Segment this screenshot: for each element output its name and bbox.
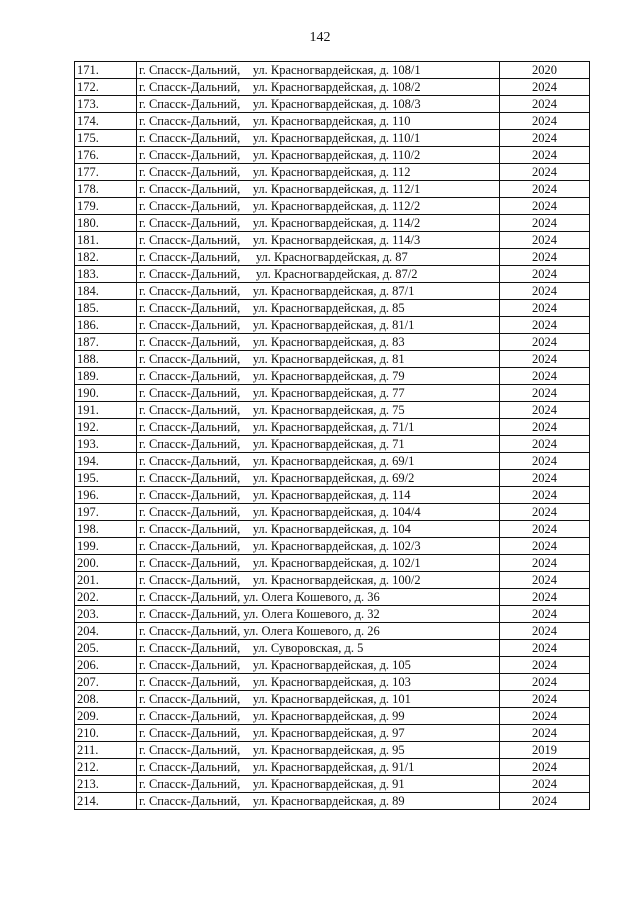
- address-cell: г. Спасск-Дальний, ул. Красногвардейская, д. 69/2: [137, 470, 500, 487]
- address-cell: г. Спасск-Дальний, ул. Красногвардейская, д. 102/3: [137, 538, 500, 555]
- year-cell: 2024: [500, 759, 590, 776]
- row-number-cell: 205.: [75, 640, 137, 657]
- table-row: [75, 606, 590, 623]
- row-number-cell: 198.: [75, 521, 137, 538]
- address-cell: г. Спасск-Дальний, ул. Красногвардейская, д. 110/1: [137, 130, 500, 147]
- year-cell: 2020: [500, 62, 590, 79]
- table-row: [75, 793, 590, 810]
- year-cell: 2024: [500, 351, 590, 368]
- address-cell: г. Спасск-Дальний, ул. Красногвардейская, д. 91/1: [137, 759, 500, 776]
- address-cell: г. Спасск-Дальний, ул. Красногвардейская, д. 87/1: [137, 283, 500, 300]
- address-cell: г. Спасск-Дальний, ул. Красногвардейская, д. 69/1: [137, 453, 500, 470]
- year-cell: 2024: [500, 470, 590, 487]
- year-cell: 2024: [500, 266, 590, 283]
- address-cell: г. Спасск-Дальний, ул. Красногвардейская, д. 114/2: [137, 215, 500, 232]
- year-cell: 2024: [500, 215, 590, 232]
- address-cell: г. Спасск-Дальний, ул. Суворовская, д. 5: [137, 640, 500, 657]
- year-cell: 2024: [500, 640, 590, 657]
- row-number-cell: 171.: [75, 62, 137, 79]
- table-row: [75, 164, 590, 181]
- row-number-cell: 172.: [75, 79, 137, 96]
- table-row: [75, 487, 590, 504]
- row-number-cell: 193.: [75, 436, 137, 453]
- address-table-body: [75, 62, 590, 810]
- year-cell: 2024: [500, 249, 590, 266]
- row-number-cell: 214.: [75, 793, 137, 810]
- row-number-cell: 179.: [75, 198, 137, 215]
- row-number-cell: 211.: [75, 742, 137, 759]
- year-cell: 2024: [500, 674, 590, 691]
- address-cell: г. Спасск-Дальний, ул. Красногвардейская, д. 95: [137, 742, 500, 759]
- row-number-cell: 207.: [75, 674, 137, 691]
- address-table: [74, 61, 590, 810]
- address-cell: г. Спасск-Дальний, ул. Красногвардейская, д. 104/4: [137, 504, 500, 521]
- row-number-cell: 191.: [75, 402, 137, 419]
- address-cell: г. Спасск-Дальний, ул. Красногвардейская, д. 100/2: [137, 572, 500, 589]
- year-cell: 2024: [500, 487, 590, 504]
- table-row: [75, 385, 590, 402]
- year-cell: 2024: [500, 572, 590, 589]
- row-number-cell: 192.: [75, 419, 137, 436]
- year-cell: 2024: [500, 79, 590, 96]
- row-number-cell: 173.: [75, 96, 137, 113]
- year-cell: 2024: [500, 96, 590, 113]
- row-number-cell: 186.: [75, 317, 137, 334]
- row-number-cell: 197.: [75, 504, 137, 521]
- address-cell: г. Спасск-Дальний, ул. Красногвардейская, д. 112/1: [137, 181, 500, 198]
- table-row: [75, 62, 590, 79]
- table-row: [75, 266, 590, 283]
- year-cell: 2024: [500, 198, 590, 215]
- table-row: [75, 776, 590, 793]
- address-cell: г. Спасск-Дальний, ул. Красногвардейская, д. 108/3: [137, 96, 500, 113]
- year-cell: 2024: [500, 606, 590, 623]
- address-cell: г. Спасск-Дальний, ул. Красногвардейская, д. 85: [137, 300, 500, 317]
- table-row: [75, 351, 590, 368]
- address-cell: г. Спасск-Дальний, ул. Олега Кошевого, д. 36: [137, 589, 500, 606]
- address-cell: г. Спасск-Дальний, ул. Красногвардейская, д. 97: [137, 725, 500, 742]
- table-row: [75, 759, 590, 776]
- table-row: [75, 521, 590, 538]
- address-cell: г. Спасск-Дальний, ул. Красногвардейская, д. 108/2: [137, 79, 500, 96]
- row-number-cell: 174.: [75, 113, 137, 130]
- year-cell: 2024: [500, 589, 590, 606]
- address-cell: г. Спасск-Дальний, ул. Красногвардейская, д. 110: [137, 113, 500, 130]
- row-number-cell: 199.: [75, 538, 137, 555]
- address-cell: г. Спасск-Дальний, ул. Красногвардейская, д. 81: [137, 351, 500, 368]
- address-cell: г. Спасск-Дальний, ул. Красногвардейская, д. 83: [137, 334, 500, 351]
- address-cell: г. Спасск-Дальний, ул. Красногвардейская, д. 102/1: [137, 555, 500, 572]
- table-row: [75, 589, 590, 606]
- row-number-cell: 210.: [75, 725, 137, 742]
- address-cell: г. Спасск-Дальний, ул. Красногвардейская, д. 108/1: [137, 62, 500, 79]
- year-cell: 2024: [500, 164, 590, 181]
- address-cell: г. Спасск-Дальний, ул. Красногвардейская, д. 89: [137, 793, 500, 810]
- table-row: [75, 742, 590, 759]
- address-cell: г. Спасск-Дальний, ул. Красногвардейская, д. 112: [137, 164, 500, 181]
- year-cell: 2024: [500, 691, 590, 708]
- address-cell: г. Спасск-Дальний, ул. Красногвардейская, д. 71: [137, 436, 500, 453]
- year-cell: 2024: [500, 385, 590, 402]
- row-number-cell: 212.: [75, 759, 137, 776]
- address-cell: г. Спасск-Дальний, ул. Красногвардейская, д. 75: [137, 402, 500, 419]
- address-cell: г. Спасск-Дальний, ул. Красногвардейская, д. 110/2: [137, 147, 500, 164]
- year-cell: 2024: [500, 555, 590, 572]
- row-number-cell: 189.: [75, 368, 137, 385]
- table-row: [75, 181, 590, 198]
- table-row: [75, 317, 590, 334]
- year-cell: 2024: [500, 623, 590, 640]
- table-row: [75, 283, 590, 300]
- address-cell: г. Спасск-Дальний, ул. Красногвардейская, д. 77: [137, 385, 500, 402]
- address-cell: г. Спасск-Дальний, ул. Олега Кошевого, д. 32: [137, 606, 500, 623]
- address-cell: г. Спасск-Дальний, ул. Красногвардейская, д. 114/3: [137, 232, 500, 249]
- row-number-cell: 208.: [75, 691, 137, 708]
- year-cell: 2024: [500, 657, 590, 674]
- address-cell: г. Спасск-Дальний, ул. Красногвардейская, д. 101: [137, 691, 500, 708]
- address-cell: г. Спасск-Дальний, ул. Олега Кошевого, д. 26: [137, 623, 500, 640]
- year-cell: 2024: [500, 538, 590, 555]
- table-row: [75, 147, 590, 164]
- row-number-cell: 202.: [75, 589, 137, 606]
- row-number-cell: 184.: [75, 283, 137, 300]
- table-row: [75, 402, 590, 419]
- table-row: [75, 623, 590, 640]
- address-cell: г. Спасск-Дальний, ул. Красногвардейская, д. 71/1: [137, 419, 500, 436]
- row-number-cell: 200.: [75, 555, 137, 572]
- address-cell: г. Спасск-Дальний, ул. Красногвардейская, д. 87: [137, 249, 500, 266]
- row-number-cell: 180.: [75, 215, 137, 232]
- row-number-cell: 195.: [75, 470, 137, 487]
- table-row: [75, 691, 590, 708]
- row-number-cell: 196.: [75, 487, 137, 504]
- table-row: [75, 470, 590, 487]
- year-cell: 2024: [500, 776, 590, 793]
- year-cell: 2024: [500, 232, 590, 249]
- row-number-cell: 176.: [75, 147, 137, 164]
- row-number-cell: 175.: [75, 130, 137, 147]
- row-number-cell: 187.: [75, 334, 137, 351]
- row-number-cell: 177.: [75, 164, 137, 181]
- year-cell: 2024: [500, 521, 590, 538]
- table-row: [75, 130, 590, 147]
- table-row: [75, 453, 590, 470]
- address-cell: г. Спасск-Дальний, ул. Красногвардейская, д. 91: [137, 776, 500, 793]
- row-number-cell: 181.: [75, 232, 137, 249]
- year-cell: 2024: [500, 419, 590, 436]
- page-number: 142: [309, 30, 331, 45]
- row-number-cell: 203.: [75, 606, 137, 623]
- address-cell: г. Спасск-Дальний, ул. Красногвардейская, д. 103: [137, 674, 500, 691]
- address-cell: г. Спасск-Дальний, ул. Красногвардейская, д. 99: [137, 708, 500, 725]
- year-cell: 2024: [500, 793, 590, 810]
- table-row: [75, 640, 590, 657]
- year-cell: 2024: [500, 504, 590, 521]
- table-row: [75, 419, 590, 436]
- address-cell: г. Спасск-Дальний, ул. Красногвардейская, д. 112/2: [137, 198, 500, 215]
- row-number-cell: 194.: [75, 453, 137, 470]
- table-row: [75, 538, 590, 555]
- year-cell: 2024: [500, 317, 590, 334]
- row-number-cell: 183.: [75, 266, 137, 283]
- table-row: [75, 300, 590, 317]
- year-cell: 2024: [500, 181, 590, 198]
- table-row: [75, 96, 590, 113]
- row-number-cell: 209.: [75, 708, 137, 725]
- table-row: [75, 708, 590, 725]
- address-cell: г. Спасск-Дальний, ул. Красногвардейская, д. 87/2: [137, 266, 500, 283]
- table-row: [75, 249, 590, 266]
- table-row: [75, 215, 590, 232]
- row-number-cell: 190.: [75, 385, 137, 402]
- row-number-cell: 185.: [75, 300, 137, 317]
- address-cell: г. Спасск-Дальний, ул. Красногвардейская, д. 81/1: [137, 317, 500, 334]
- year-cell: 2019: [500, 742, 590, 759]
- year-cell: 2024: [500, 130, 590, 147]
- table-row: [75, 657, 590, 674]
- row-number-cell: 188.: [75, 351, 137, 368]
- table-row: [75, 555, 590, 572]
- table-row: [75, 504, 590, 521]
- table-row: [75, 79, 590, 96]
- address-cell: г. Спасск-Дальний, ул. Красногвардейская, д. 105: [137, 657, 500, 674]
- row-number-cell: 206.: [75, 657, 137, 674]
- year-cell: 2024: [500, 368, 590, 385]
- row-number-cell: 201.: [75, 572, 137, 589]
- year-cell: 2024: [500, 113, 590, 130]
- address-cell: г. Спасск-Дальний, ул. Красногвардейская, д. 114: [137, 487, 500, 504]
- row-number-cell: 182.: [75, 249, 137, 266]
- table-row: [75, 674, 590, 691]
- table-row: [75, 334, 590, 351]
- table-row: [75, 113, 590, 130]
- table-row: [75, 572, 590, 589]
- year-cell: 2024: [500, 725, 590, 742]
- year-cell: 2024: [500, 300, 590, 317]
- table-row: [75, 725, 590, 742]
- row-number-cell: 178.: [75, 181, 137, 198]
- address-cell: г. Спасск-Дальний, ул. Красногвардейская, д. 79: [137, 368, 500, 385]
- year-cell: 2024: [500, 708, 590, 725]
- year-cell: 2024: [500, 147, 590, 164]
- year-cell: 2024: [500, 402, 590, 419]
- row-number-cell: 204.: [75, 623, 137, 640]
- year-cell: 2024: [500, 436, 590, 453]
- year-cell: 2024: [500, 334, 590, 351]
- table-row: [75, 368, 590, 385]
- year-cell: 2024: [500, 453, 590, 470]
- row-number-cell: 213.: [75, 776, 137, 793]
- table-row: [75, 198, 590, 215]
- address-cell: г. Спасск-Дальний, ул. Красногвардейская, д. 104: [137, 521, 500, 538]
- table-row: [75, 436, 590, 453]
- table-row: [75, 232, 590, 249]
- year-cell: 2024: [500, 283, 590, 300]
